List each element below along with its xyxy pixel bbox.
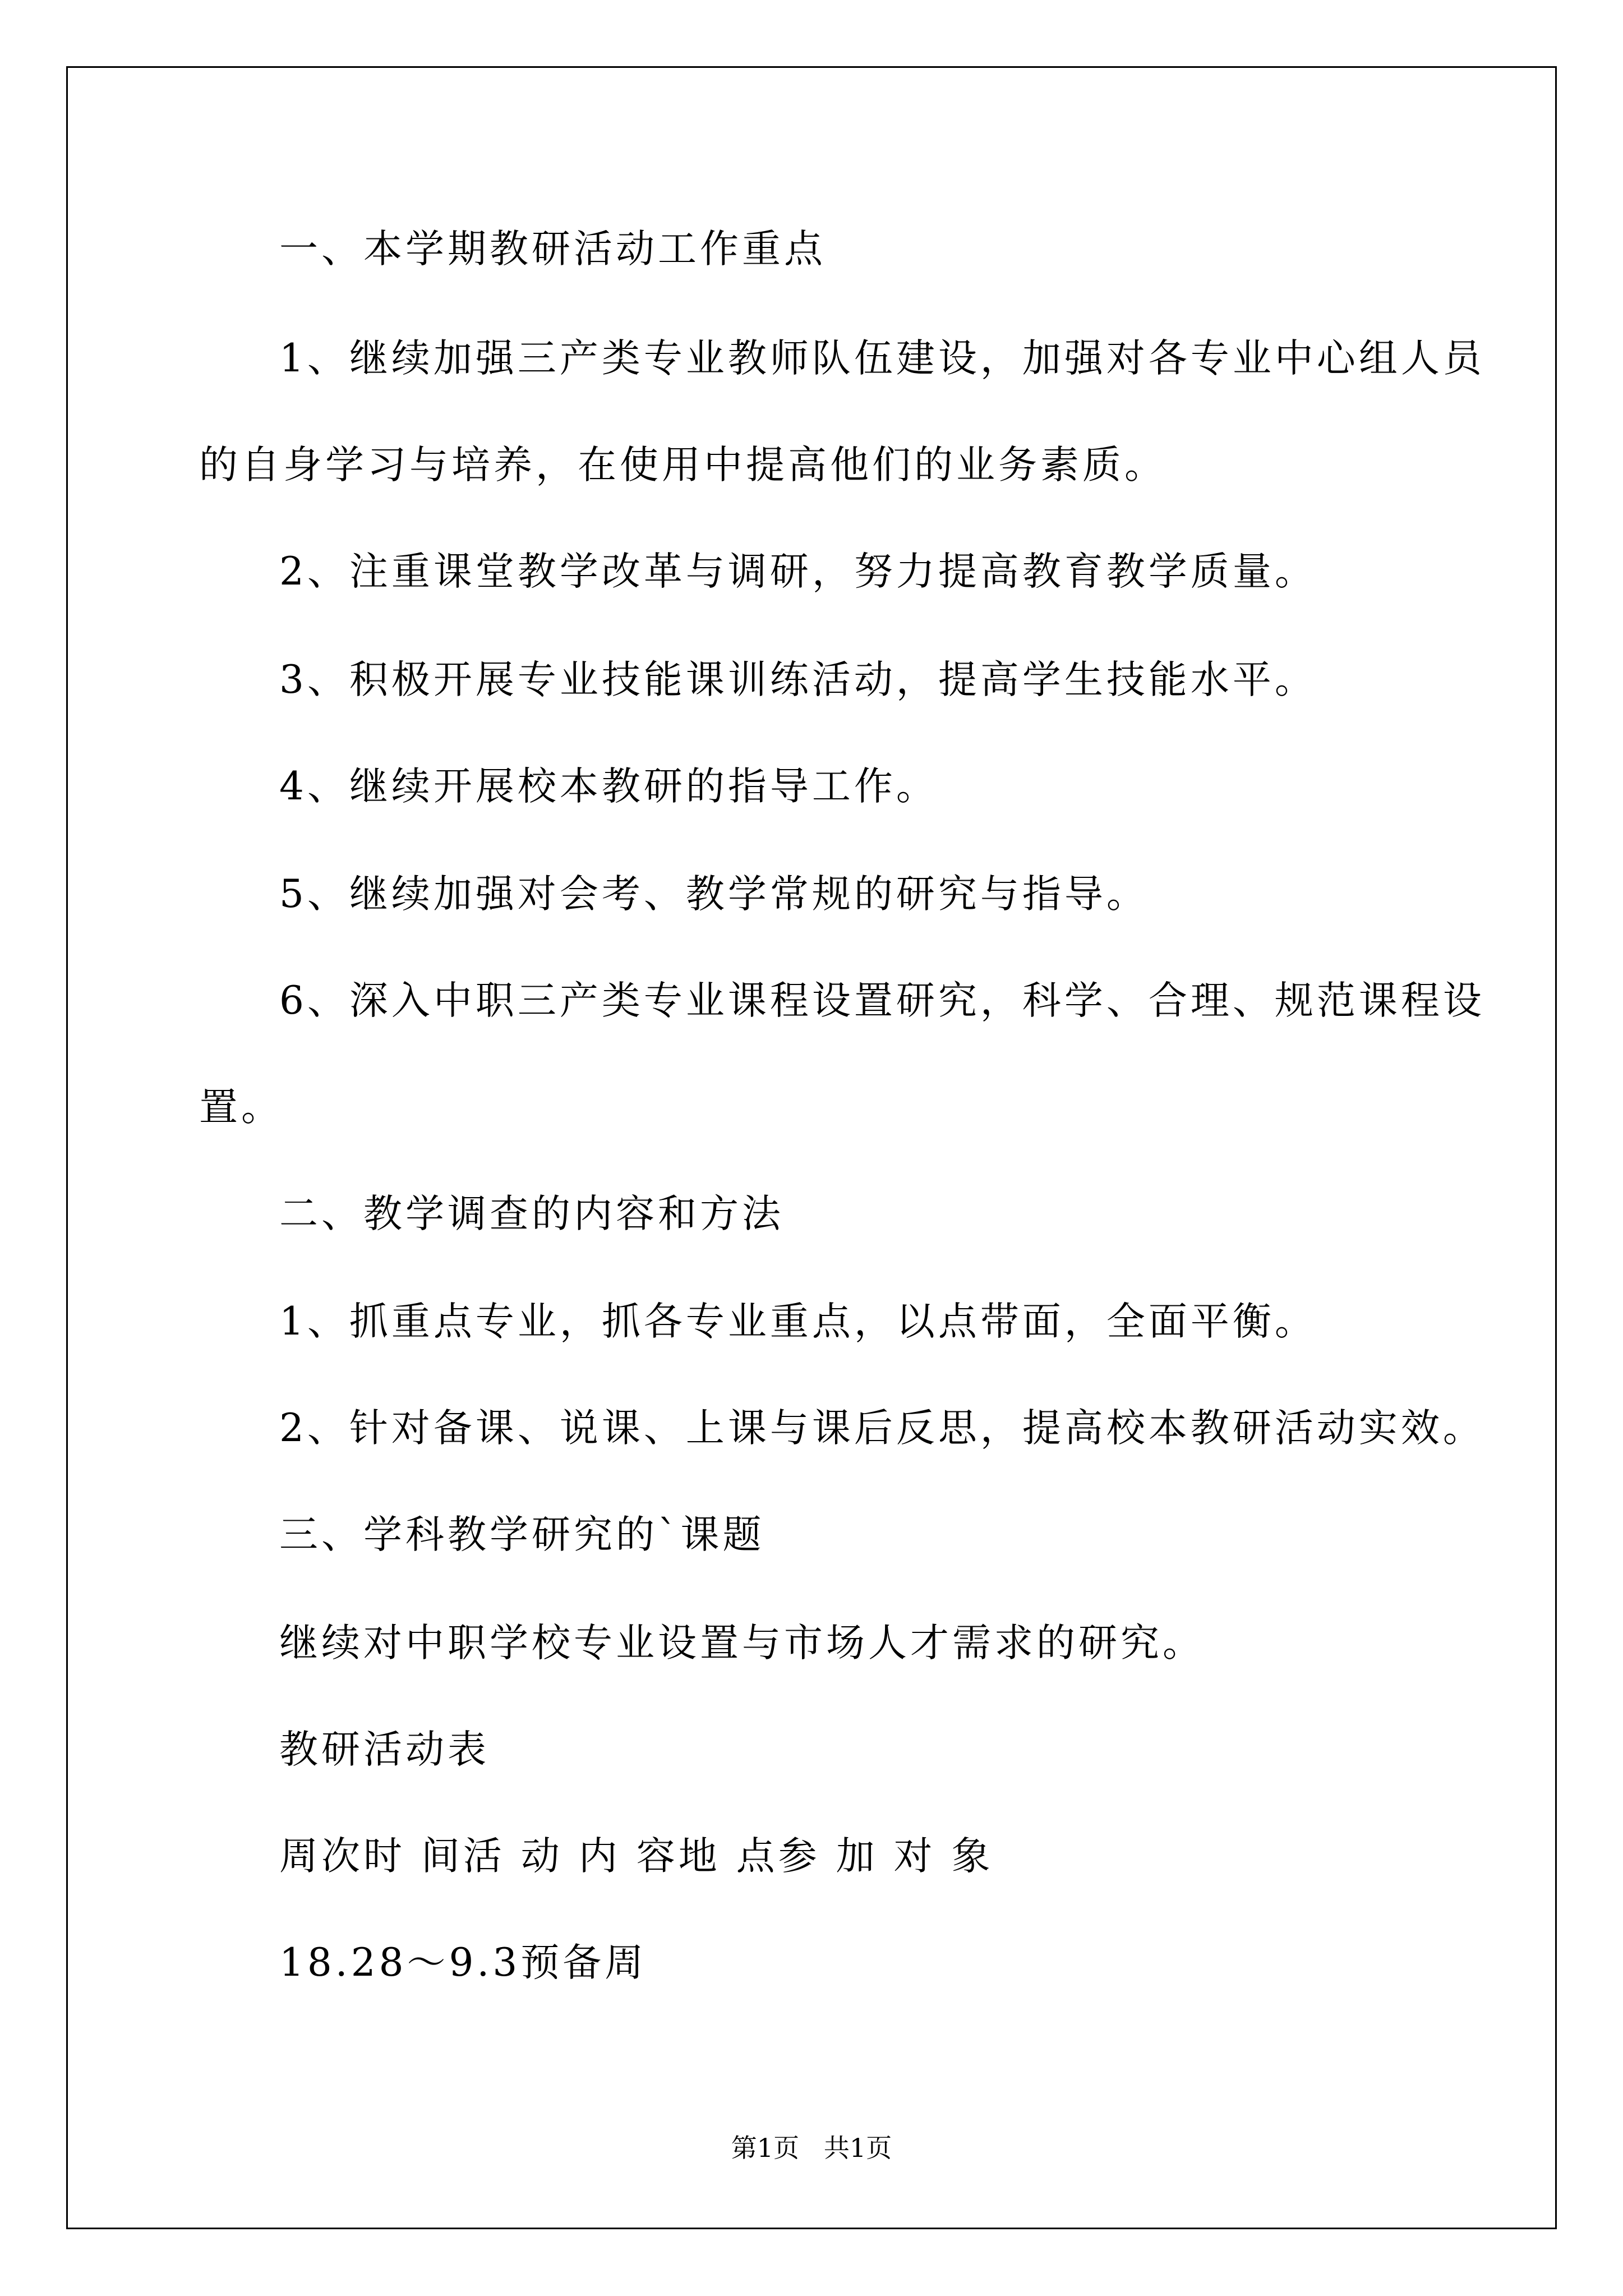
paragraph-line: 1、继续加强三产类专业教师队伍建设，加强对各专业中心组人员 — [279, 336, 1485, 381]
page-border — [66, 66, 1557, 2229]
paragraph-line: 4、继续开展校本教研的指导工作。 — [279, 764, 938, 809]
table-caption: 教研活动表 — [279, 1727, 490, 1772]
paragraph-line: 3、积极开展专业技能课训练活动，提高学生技能水平。 — [279, 657, 1317, 702]
paragraph-line: 置。 — [199, 1085, 283, 1130]
paragraph-line: 继续对中职学校专业设置与市场人才需求的研究。 — [279, 1621, 1205, 1665]
paragraph-line: 2、注重课堂教学改革与调研，努力提高教育教学质量。 — [279, 549, 1317, 594]
paragraph-line: 5、继续加强对会考、教学常规的研究与指导。 — [279, 872, 1149, 917]
paragraph-line: 6、深入中职三产类专业课程设置研究，科学、合理、规范课程设 — [279, 978, 1485, 1023]
section-heading-3: 三、学科教学研究的`课题 — [279, 1512, 765, 1557]
paragraph-line: 2、针对备课、说课、上课与课后反思，提高校本教研活动实效。 — [279, 1406, 1485, 1451]
section-heading-1: 一、本学期教研活动工作重点 — [279, 227, 826, 272]
paragraph-line: 1、抓重点专业，抓各专业重点，以点带面，全面平衡。 — [279, 1299, 1317, 1344]
table-header-line: 周次时 间活 动 内 容地 点参 加 对 象 — [279, 1834, 994, 1879]
section-heading-2: 二、教学调查的内容和方法 — [279, 1191, 784, 1236]
paragraph-line: 的自身学习与培养，在使用中提高他们的业务素质。 — [199, 443, 1166, 487]
page-footer: 第1页 共1页 — [731, 2133, 892, 2163]
table-row-line: 18.28～9.3预备周 — [279, 1940, 647, 1985]
